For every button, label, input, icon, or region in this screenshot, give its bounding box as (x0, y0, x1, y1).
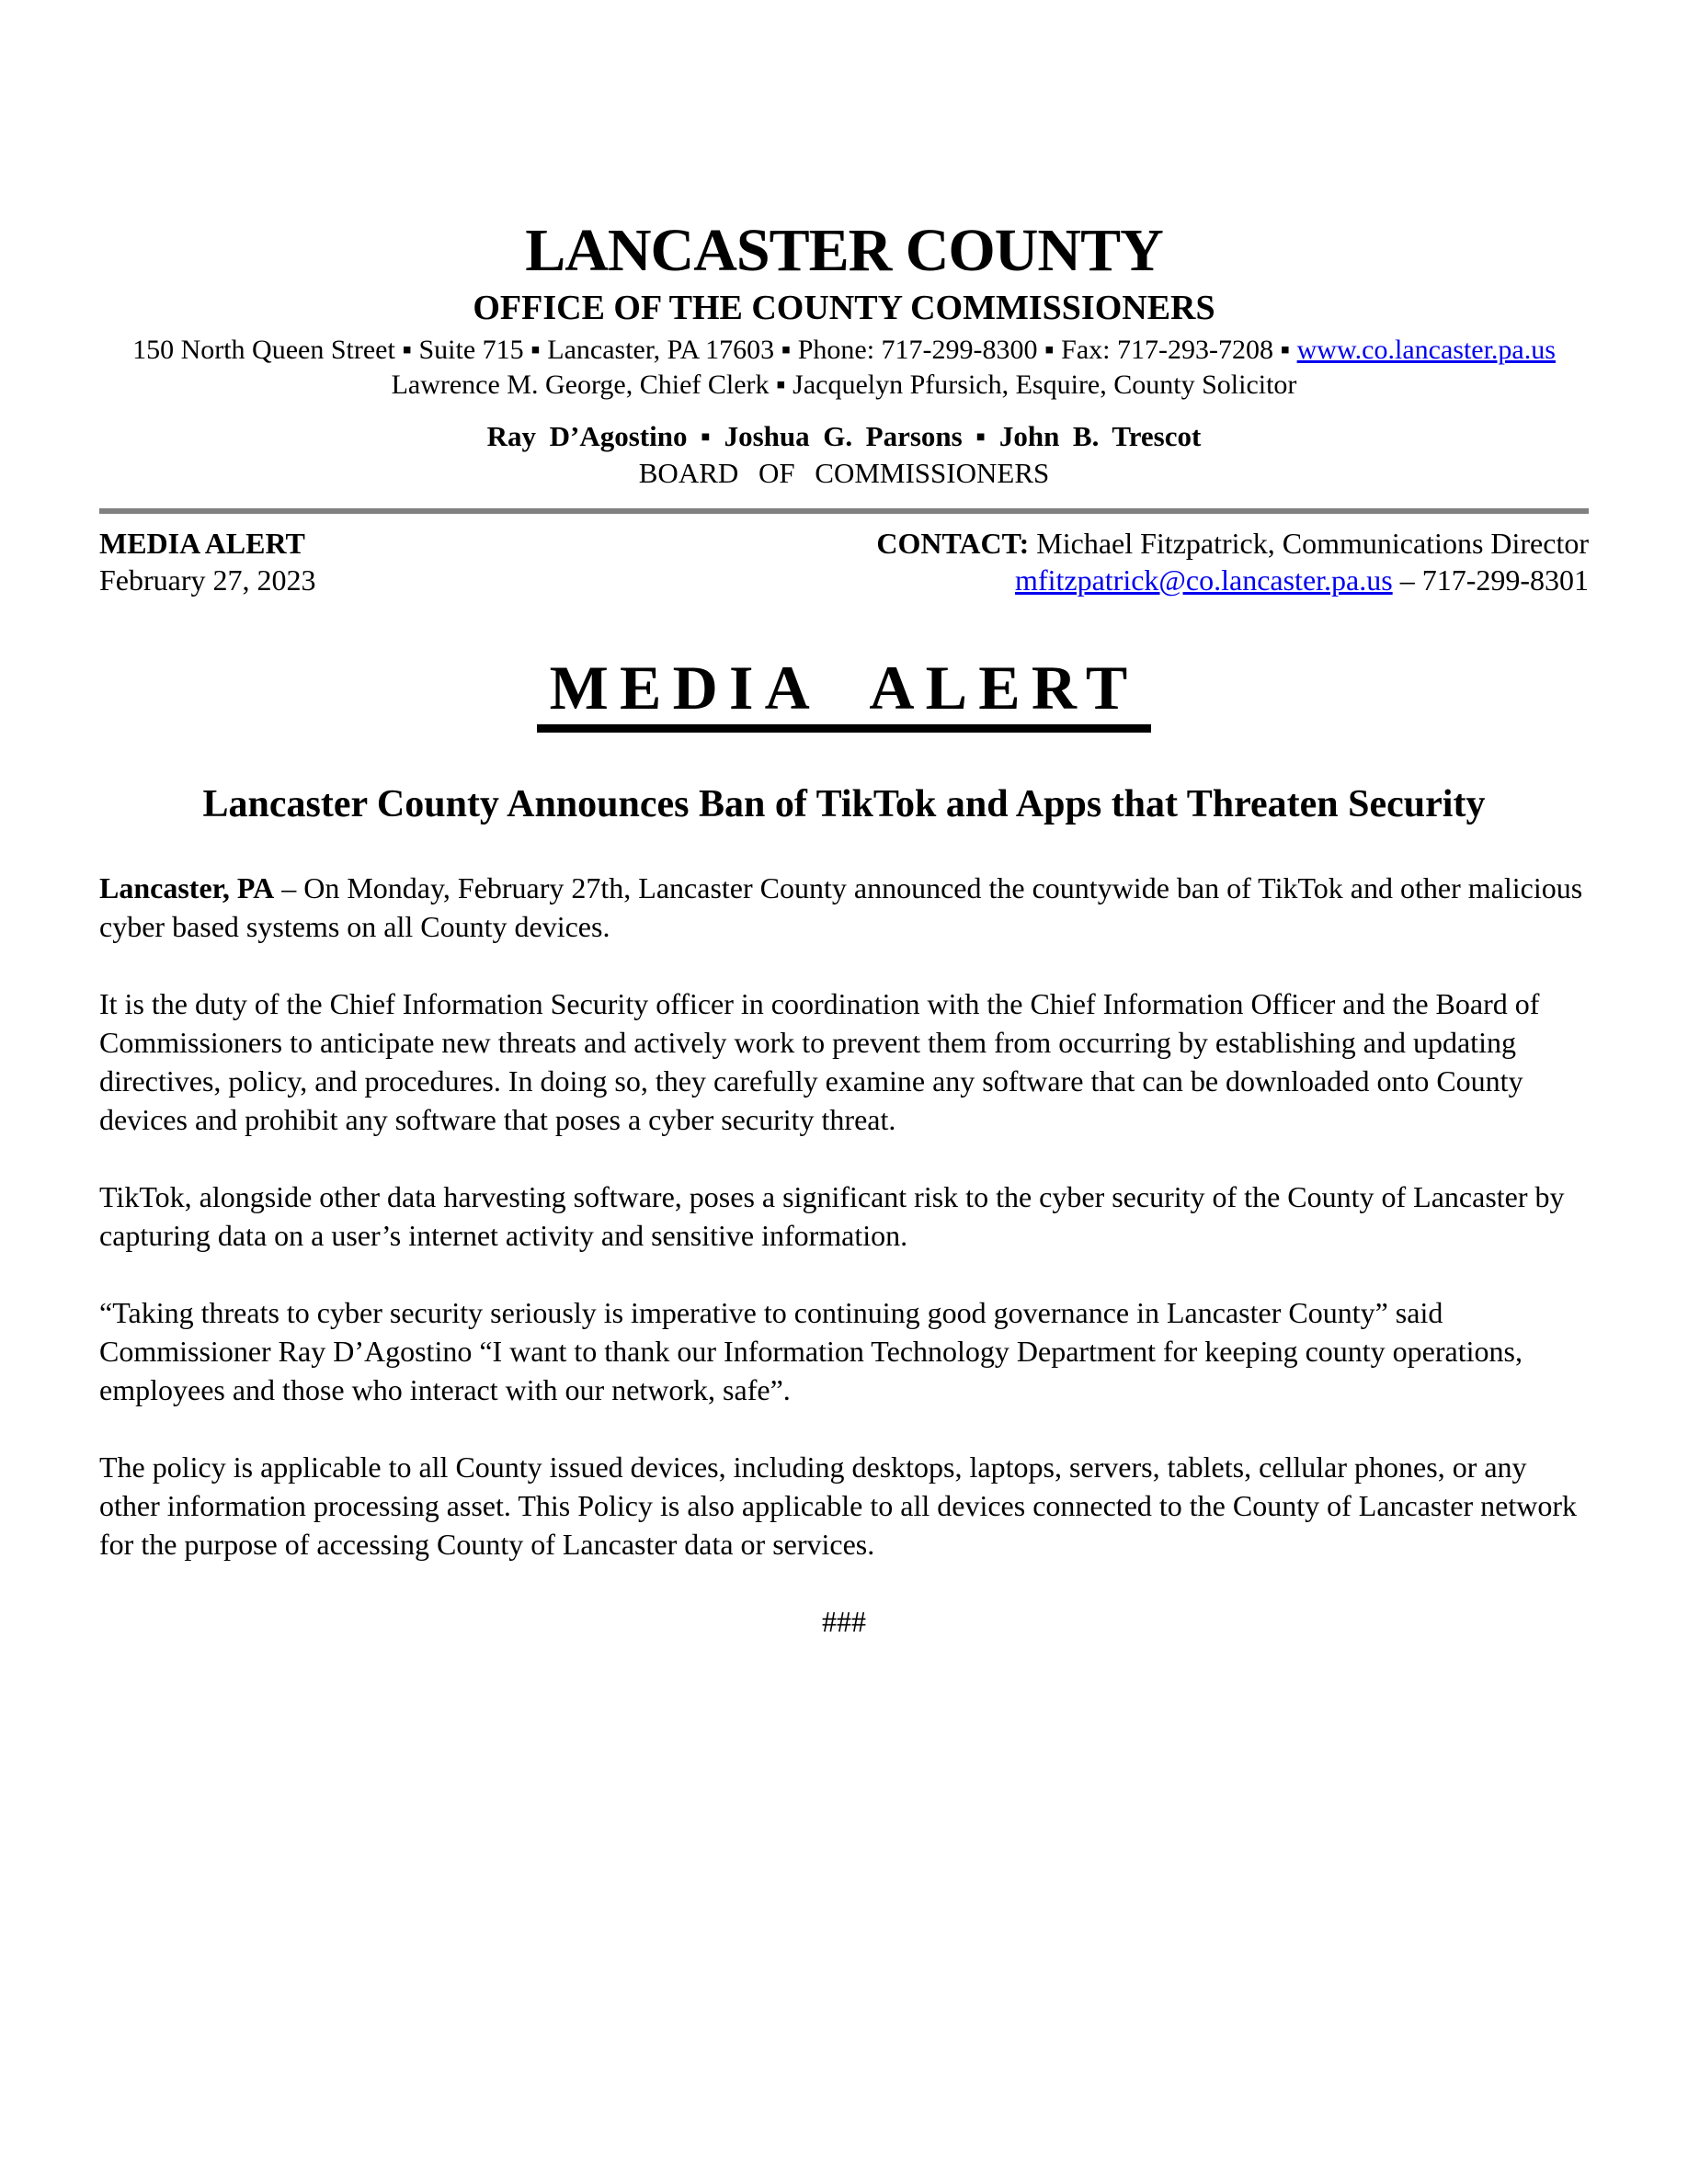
divider-rule (99, 508, 1589, 514)
dateline-text: – On Monday, February 27th, Lancaster County announced the countywide ban of TikTok and other malicious cyber based systems on all County devices. (99, 871, 1583, 944)
commissioners-line: Ray D’Agostino ▪ Joshua G. Parsons ▪ John B. Trescot (486, 419, 1202, 452)
office-title: OFFICE OF THE COUNTY COMMISSIONERS (473, 289, 1215, 327)
address-line (99, 333, 1589, 368)
body-paragraph: “Taking threats to cyber security seriously is imperative to continuing good governance in Lancaster County” said Commissioner Ray D’Agostino “I want to thank our Information Technology Department for keeping county operations, employees and those who interact with our network, safe”. (99, 1296, 1523, 1407)
body-copy (99, 869, 1589, 1564)
officials-line: Lawrence M. George, Chief Clerk ▪ Jacquelyn Pfursich, Esquire, County Solicitor (391, 369, 1297, 400)
dateline-paragraph (99, 869, 1589, 946)
address-text: 150 North Queen Street ▪ Suite 715 ▪ Lancaster, PA 17603 ▪ Phone: 717-299-8300 ▪ Fax: 717-293-7208 ▪ (132, 334, 1297, 365)
contact-phone: – 717-299-8301 (1392, 563, 1589, 597)
contact-name: Michael Fitzpatrick, Communications Director (1029, 526, 1589, 560)
release-date: February 27, 2023 (99, 563, 316, 597)
alert-info (99, 525, 316, 598)
contact-email-link[interactable]: mfitzpatrick@co.lancaster.pa.us (1015, 563, 1393, 597)
contact-email-line (876, 562, 1589, 598)
body-paragraph: TikTok, alongside other data harvesting software, poses a significant risk to the cyber security of the County of Lancaster by capturing data on a user’s internet activity and sensitive information. (99, 1180, 1565, 1253)
contact-info (876, 525, 1589, 598)
media-alert-banner-wrap (99, 652, 1589, 733)
body-paragraph: The policy is applicable to all County issued devices, including desktops, laptops, servers, tablets, cellular phones, or any other information processing asset. This Policy is also applicable to all devices connected to the County of Lancaster network for the purpose of accessing County of Lancaster data or services. (99, 1450, 1577, 1562)
headline: Lancaster County Announces Ban of TikTok and Apps that Threaten Security (202, 783, 1486, 826)
end-mark: ### (822, 1605, 866, 1639)
contact-label: CONTACT: (876, 526, 1030, 560)
body-paragraph: It is the duty of the Chief Information Security officer in coordination with the Chief Information Officer and the Board of Commissioners to anticipate new threats and actively work to prevent them from occurring by establishing and updating directives, policy, and procedures. In doing so, they carefully examine any software that can be downloaded onto County devices and prohibit any software that poses a cyber security threat. (99, 987, 1540, 1137)
media-alert-banner: MEDIA ALERT (537, 655, 1152, 733)
org-title: LANCASTER COUNTY (525, 217, 1163, 284)
board-of-commissioners-label: BOARD OF COMMISSIONERS (638, 456, 1050, 489)
media-alert-label: MEDIA ALERT (99, 526, 305, 560)
alert-contact-bar (99, 525, 1589, 598)
contact-line (876, 525, 1589, 562)
website-link[interactable]: www.co.lancaster.pa.us (1296, 334, 1556, 365)
dateline-location: Lancaster, PA (99, 871, 275, 905)
